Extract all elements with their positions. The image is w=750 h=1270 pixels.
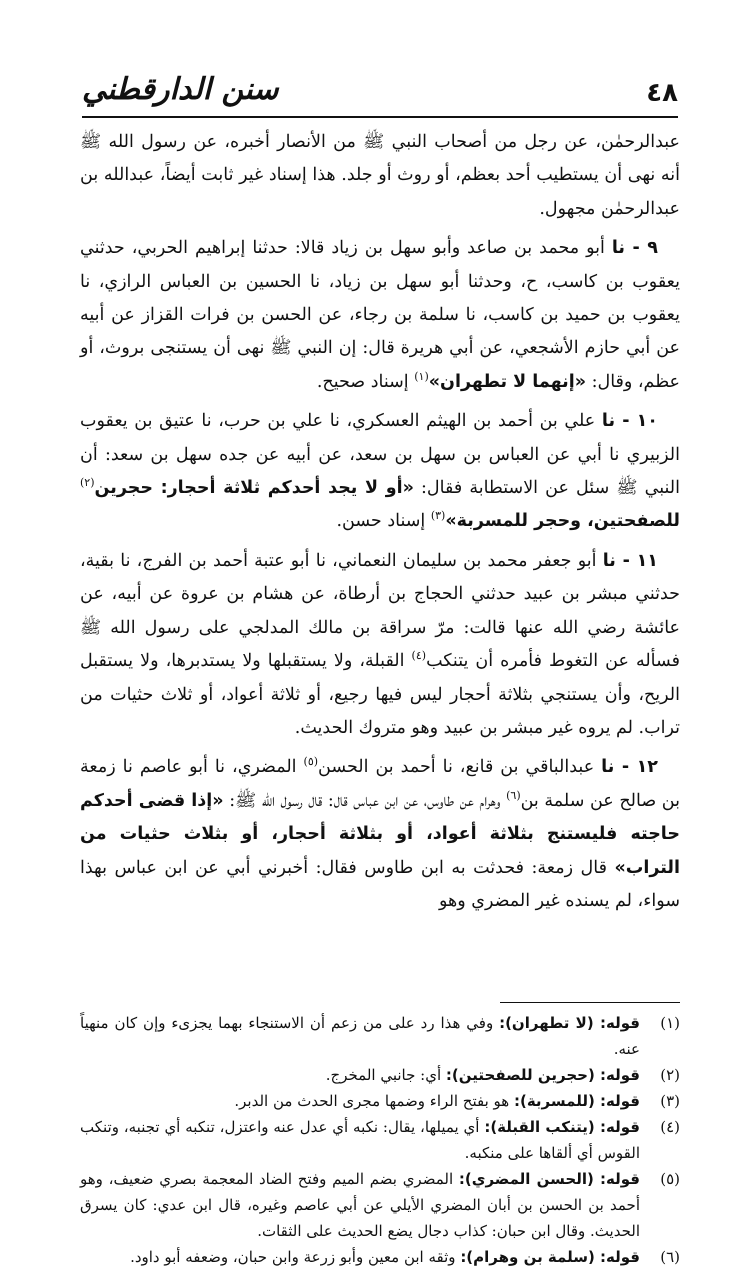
- hadith-text: قال زمعة: فحدثت به ابن طاوس فقال: أخبرني أبي عن ابن عباس بهذا سواء، لم يسنده غير المضري وهو: [80, 857, 680, 911]
- book-title: سنن الدارقطني: [82, 72, 279, 107]
- hadith-quote: «إنهما لا تطهران»: [428, 371, 586, 392]
- footnote-label: قوله: (لا تطهران):: [499, 1014, 640, 1032]
- footnote-number: (٦): [660, 1248, 680, 1266]
- hadith-text: عبدالباقي بن قانع، نا أحمد بن الحسن: [318, 757, 595, 778]
- hadith-quote: «أو لا يجد أحدكم ثلاثة أحجار: حجرين: [94, 478, 414, 499]
- footnote-label: قوله: (يتنكب القبلة):: [484, 1118, 640, 1136]
- hadith-number: ١١ - نا: [602, 550, 658, 571]
- footnote-number: (١): [660, 1014, 680, 1032]
- footnote-body: أي: جانبي المخرج.: [325, 1066, 442, 1084]
- footnote-number: (٣): [660, 1092, 680, 1110]
- footnote: [80, 1088, 680, 1114]
- hadith-text: المضري، نا أبو عاصم نا زمعة بن صالح عن سلمة بن: [80, 757, 680, 811]
- footnote: [80, 1166, 680, 1244]
- footnote-marker: (٤): [411, 649, 427, 663]
- footnote: [80, 1244, 680, 1270]
- hadith-text: أبو جعفر محمد بن سليمان النعماني، نا أبو عتبة أحمد بن الفرج، نا بقية، حدثني مبشر بن عبيد حدثني الحجاج بن أرطاة، عن هشام بن عروة عن أبيه، عن عائشة رضي الله عنها قالت: مرّ سراقة بن مالك المدلجي على رسول الله ﷺ فسأله عن التغوط فأمره أن يتنكب: [80, 550, 680, 672]
- footnote-text: [80, 1062, 640, 1088]
- hadith-quote: للصفحتين، وحجر للمسربة»: [445, 511, 680, 532]
- footnote-text: [80, 1010, 640, 1062]
- hadith-text: أبو محمد بن صاعد وأبو سهل بن زياد قالا: حدثنا إبراهيم الحربي، حدثني يعقوب بن كاسب، ح، وحدثنا أبو سهل بن زياد، نا الحسين بن العباس الرازي، نا يعقوب بن حميد بن كاسب، نا سلمة بن رجاء، عن الحسن بن فرات القزاز عن أبيه عن أبي حازم الأشجعي، عن أبي هريرة قال: إن النبي ﷺ نهى أن يستنجى بروث، أو عظم، وقال:: [80, 238, 680, 392]
- footnote-text: [80, 1166, 640, 1244]
- footnote: [80, 1062, 680, 1088]
- footnote-body: هو بفتح الراء وضمها مجرى الحدث من الدبر.: [234, 1092, 510, 1110]
- footnote-separator: [500, 1002, 680, 1003]
- hadith-10: [80, 405, 680, 539]
- footnote-label: قوله: (سلمة بن وهرام):: [460, 1248, 640, 1266]
- footnote-marker: (١): [414, 370, 429, 384]
- footnote-text: [80, 1244, 640, 1270]
- footnote: [80, 1114, 680, 1166]
- footnote-label: قوله: (للمسربة):: [513, 1092, 640, 1110]
- hadith-12: [80, 751, 680, 918]
- header-rule: [82, 116, 678, 118]
- footnote-number: (٥): [660, 1170, 680, 1188]
- footnote-body: أي يميلها، يقال: نكبه أي عدل عنه واعتزل، تنكبه أي تجنبه، وتنكب القوس أي ألقاها على منكبه.: [80, 1118, 640, 1162]
- footnote: [80, 1010, 680, 1062]
- page-header: [82, 72, 678, 118]
- hadith-quote: «إذا قضى أحدكم حاجته فليستنج بثلاثة أعواد، أو بثلاثة أحجار، أو بثلاث حثيات من التراب»: [80, 790, 680, 878]
- footnote-marker: (٣): [430, 509, 446, 523]
- hadith-text: علي بن أحمد بن الهيثم العسكري، نا علي بن حرب، نا عتيق بن يعقوب الزبيري نا أبي عن العباس بن سهل بن سعد، عن أبيه عن جده سهل بن سعد: أن النبي ﷺ سئل عن الاستطابة فقال:: [80, 411, 680, 499]
- main-text: [80, 126, 680, 924]
- hadith-grading: إسناد صحيح.: [316, 371, 409, 392]
- footnote-body: وفي هذا رد على من زعم أن الاستنجاء بهما يجزىء وإن كان منهياً عنه.: [80, 1014, 640, 1058]
- footnote-text: [80, 1114, 640, 1166]
- hadith-number: ٩ - نا: [611, 238, 658, 259]
- footnote-label: قوله: (الحسن المضري):: [458, 1170, 640, 1188]
- footnote-marker: (٥): [303, 755, 319, 769]
- hadith-grading: إسناد حسن.: [336, 511, 426, 532]
- footnote-marker: (٦): [506, 788, 521, 802]
- hadith-text: القبلة، ولا يستقبلها ولا يستدبرها، ولا يستقبل الريح، وأن يستنجي بثلاثة أحجار ليس فيها رجيع، أو ثلاثة أعواد، أو ثلاث حثيات من تراب. لم يروه غير مبشر بن عبيد وهو متروك الحديث.: [80, 651, 680, 738]
- footnote-body: المضري بضم الميم وفتح الضاد المعجمة بصري ضعيف، وهو أحمد بن الحسن بن أبان المضري الأيلي عن أبي عاصم وغيره، قال ابن عدي: كان يسرق الحديث. وقال ابن حبان: كذاب دجال يضع الحديث على الثقات.: [80, 1170, 640, 1240]
- paragraph-intro: عبدالرحمٰن، عن رجل من أصحاب النبي ﷺ من الأنصار أخبره، عن رسول الله ﷺ أنه نهى أن يستطيب أحد بعظم، أو روث أو جلد. هذا إسناد غير ثابت أيضاً، عبدالله بن عبدالرحمٰن مجهول.: [80, 132, 680, 219]
- footnote-label: قوله: (حجرين للصفحتين):: [445, 1066, 640, 1084]
- footnote-number: (٤): [660, 1118, 680, 1136]
- hadith-text: وهرام عن طاوس، عن ابن عباس قال: قال رسول الله ﷺ:: [229, 790, 501, 811]
- hadith-number: ١٠ - نا: [601, 411, 658, 432]
- hadith-9: [80, 232, 680, 399]
- footnote-number: (٢): [660, 1066, 680, 1084]
- footnotes: [80, 1010, 680, 1270]
- footnote-marker: (٢): [80, 476, 95, 490]
- hadith-number: ١٢ - نا: [601, 757, 658, 778]
- footnote-body: وثقه ابن معين وأبو زرعة وابن حبان، وضعفه أبو داود.: [130, 1248, 456, 1266]
- footnote-text: [80, 1088, 640, 1114]
- page-number: ٤٨: [646, 78, 678, 108]
- hadith-11: [80, 545, 680, 745]
